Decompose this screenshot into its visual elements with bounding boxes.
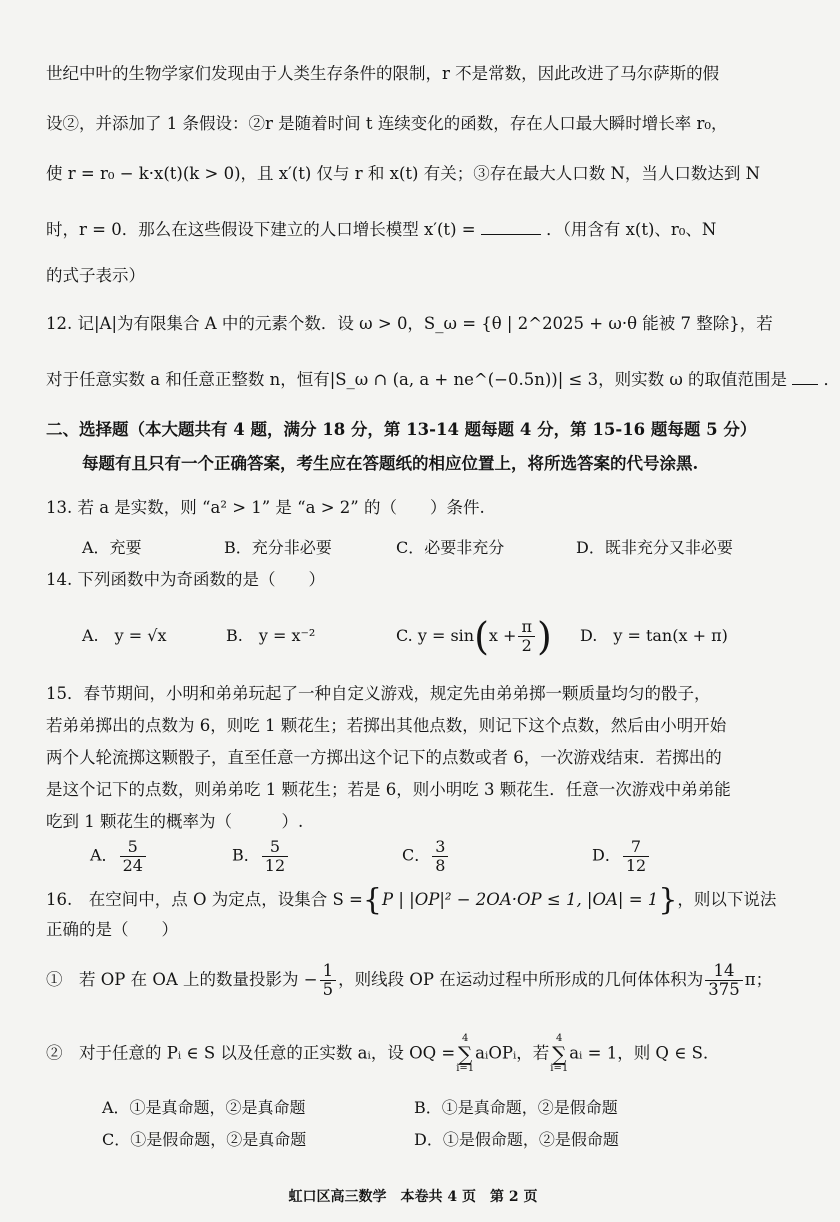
q16-option-d: D．①是假命题，②是假命题: [414, 1130, 619, 1149]
q12-line-2-text: 对于任意实数 a 和任意正整数 n，恒有|S_ω ∩ (a, a + ne^(−0.5n))| ≤ 3，则实数 ω 的取值范围是: [46, 370, 788, 389]
q16-s1-denominator: 5: [322, 980, 334, 1000]
q14-option-c-denominator: 2: [521, 636, 532, 655]
q16-stem-suffix: ，则以下说法: [677, 890, 777, 909]
q15-option-b: [232, 838, 290, 874]
q16-s2-sum-2: [550, 1034, 568, 1074]
q15-option-a-denominator: 24: [122, 855, 143, 875]
q12-line-2-tail: ．: [823, 370, 840, 389]
q12-line-2: [46, 368, 840, 392]
q15-option-b-numerator: 5: [262, 838, 288, 857]
q15-option-d-label: D．: [592, 845, 621, 865]
q13-option-c: C．必要非充分: [396, 538, 505, 557]
page-footer: 虹口区高三数学 本卷共 4 页 第 2 页: [288, 1189, 538, 1205]
q12-line-1: 12. 记|A|为有限集合 A 中的元素个数．设 ω > 0，S_ω = {θ | 2^2025 + ω·θ 能被 7 整除}，若: [46, 314, 773, 333]
sigma-icon: ∑: [458, 1042, 473, 1066]
q14-option-c-lparen: (: [474, 614, 489, 659]
q16-s2-sum-2-top: 4: [556, 1033, 563, 1044]
q15-option-c-numerator: 3: [432, 838, 448, 857]
section-2-note: 每题有且只有一个正确答案，考生应在答题纸的相应位置上，将所选答案的代号涂黑.: [82, 454, 699, 473]
q15-option-d-numerator: 7: [623, 838, 649, 857]
q16-s1-numerator: 1: [320, 962, 337, 981]
q16-s2-prefix: ② 对于任意的 Pᵢ ∈ S 以及任意的正实数 aᵢ，设 OQ =: [46, 1043, 456, 1063]
q15-line-1: 15．春节期间，小明和弟弟玩起了一种自定义游戏，规定先由弟弟掷一颗质量均匀的骰子，: [46, 684, 711, 703]
q15-option-c-denominator: 8: [435, 855, 446, 875]
q16-option-a: A．①是真命题，②是真命题: [102, 1098, 306, 1117]
q14-option-c-fraction: [518, 618, 535, 654]
q15-option-a-fraction: [120, 838, 146, 874]
q14-option-b: B. y = x⁻²: [226, 626, 316, 645]
q16-s2-sum-1-top: 4: [461, 1033, 469, 1044]
q13-stem: 13. 若 a 是实数，则 “a² > 1” 是 “a > 2” 的（ ）条件.: [46, 498, 485, 517]
q16-s1-middle: ，则线段 OP 在运动过程中所形成的几何体体积为: [338, 970, 704, 990]
q15-option-a-numerator: 5: [120, 838, 146, 857]
q16-set-body: P | |OP|² − 2OA·OP ≤ 1, |OA| = 1: [381, 890, 659, 909]
q16-s1-suffix: π；: [744, 970, 773, 990]
q16-statement-1: [46, 962, 772, 999]
q16-stem-prefix: 16. 在空间中，点 O 为定点，设集合 S =: [46, 890, 363, 909]
q16-s2-sum-2-bottom: i=1: [550, 1063, 569, 1074]
q11-line-2: 设②，并添加了 1 条假设：②r 是随着时间 t 连续变化的函数，存在人口最大瞬时增长率 r₀，: [46, 114, 728, 133]
q14-stem: 14. 下列函数中为奇函数的是（ ）: [46, 570, 325, 589]
q15-line-3: 两个人轮流掷这颗骰子，直至任意一方掷出这个记下的点数或者 6，一次游戏结束．若掷出的: [46, 748, 722, 767]
q14-option-c-numerator: π: [518, 618, 535, 637]
q14-option-c-rparen: ): [536, 614, 552, 659]
sigma-icon: ∑: [552, 1042, 567, 1066]
q15-option-a: [90, 838, 148, 874]
q16-option-c: C．①是假命题，②是真命题: [102, 1130, 307, 1149]
q15-line-4: 是这个记下的点数，则弟弟吃 1 颗花生；若是 6，则小明吃 3 颗花生．任意一次游戏中弟弟能: [46, 780, 731, 799]
section-2-title: 二、选择题（本大题共有 4 题，满分 18 分，第 13-14 题每题 4 分，第 15-16 题每题 5 分）: [46, 420, 757, 439]
q16-s1-volume-denominator: 375: [708, 980, 740, 1000]
q14-option-c: [396, 608, 552, 665]
q12-answer-blank: [792, 370, 818, 385]
q16-statement-2: [46, 1034, 719, 1074]
q11-line-4-text: 时，r = 0．那么在这些假设下建立的人口增长模型 x′(t) =: [46, 220, 476, 239]
q11-answer-blank: [481, 220, 541, 235]
q15-option-d-fraction: [623, 838, 649, 874]
q16-s1-volume-fraction: [705, 962, 743, 999]
q16-set-rbrace: }: [658, 882, 678, 918]
q15-option-d: [592, 838, 651, 874]
q16-s2-suffix: aᵢ = 1，则 Q ∈ S．: [569, 1043, 720, 1063]
q15-option-b-fraction: [262, 838, 288, 874]
q16-s2-middle: aᵢOPᵢ，若: [475, 1043, 550, 1063]
q13-option-a: A．充要: [82, 538, 142, 557]
q16-s2-sum-1-bottom: i=1: [456, 1063, 475, 1074]
q15-option-a-label: A．: [90, 845, 118, 865]
q15-option-b-label: B．: [232, 845, 260, 865]
q16-s1-fraction: [320, 962, 337, 999]
q15-line-5: 吃到 1 颗花生的概率为（ ）.: [46, 812, 304, 831]
q11-line-4-tail: ．（用含有 x(t)、r₀、N: [546, 220, 717, 239]
q11-line-4: [46, 218, 716, 242]
q13-option-d: D．既非充分又非必要: [576, 538, 733, 557]
q13-option-b: B．充分非必要: [224, 538, 332, 557]
q11-line-5: 的式子表示）: [46, 266, 145, 285]
q15-line-2: 若弟弟掷出的点数为 6，则吃 1 颗花生；若掷出其他点数，则记下这个点数，然后由小明开始: [46, 716, 727, 735]
q15-option-b-denominator: 12: [264, 855, 286, 875]
q14-option-c-arg: x +: [488, 626, 517, 645]
q15-option-c: [402, 838, 450, 874]
q15-option-c-label: C．: [402, 845, 431, 865]
q16-line-2: 正确的是（ ）: [46, 920, 178, 939]
q14-option-a: A. y = √x: [82, 626, 167, 645]
q16-s2-sum-1: [456, 1034, 474, 1074]
q16-s1-volume-numerator: 14: [705, 962, 743, 981]
q16-option-b: B．①是真命题，②是假命题: [414, 1098, 618, 1117]
q15-option-c-fraction: [432, 838, 448, 874]
q16-stem: [46, 882, 777, 918]
q11-line-1: 世纪中叶的生物学家们发现由于人类生存条件的限制，r 不是常数，因此改进了马尔萨斯的假: [46, 64, 720, 83]
q16-set-lbrace: {: [362, 882, 382, 918]
q15-option-d-denominator: 12: [625, 855, 647, 875]
q11-line-3: 使 r = r₀ − k·x(t)(k > 0)，且 x′(t) 仅与 r 和 x(t) 有关；③存在最大人口数 N，当人口数达到 N: [46, 164, 761, 183]
q14-option-c-prefix: C. y = sin: [396, 626, 475, 645]
q16-s1-prefix: ① 若 OP 在 OA 上的数量投影为 −: [46, 970, 318, 990]
q14-option-d: D. y = tan(x + π): [580, 626, 728, 645]
